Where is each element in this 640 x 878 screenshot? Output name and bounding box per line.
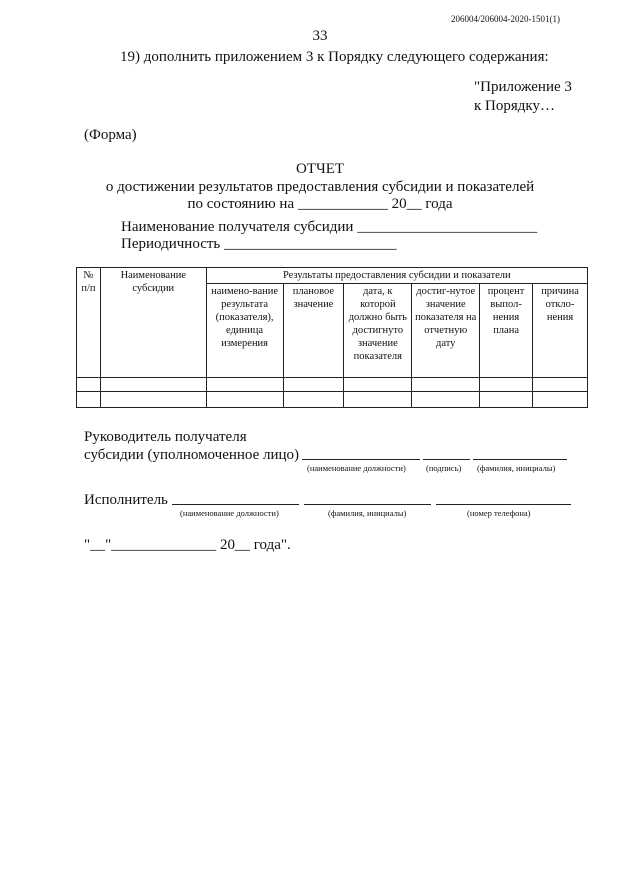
head-label-signature: (подпись) [426, 463, 462, 473]
document-code: 206004/206004-2020-1501(1) [451, 14, 560, 24]
col-deviation-reason: причина откло-нения [533, 284, 588, 378]
executor-label: Исполнитель [84, 492, 168, 508]
exec-name-line [304, 504, 431, 505]
appendix-line-1: "Приложение 3 [474, 79, 572, 95]
exec-position-line [172, 504, 299, 505]
exec-phone-line [436, 504, 571, 505]
lead-paragraph: 19) дополнить приложением 3 к Порядку следующего содержания: [120, 49, 549, 65]
head-position-line [302, 459, 420, 460]
head-line-2: субсидии (уполномоченное лицо) [84, 447, 300, 463]
exec-label-phone: (номер телефона) [467, 508, 531, 518]
col-planned-value: плановое значение [283, 284, 344, 378]
head-name-line [473, 459, 567, 460]
table-row [77, 378, 588, 392]
head-signature-line [423, 459, 470, 460]
subtitle-line-1: о достижении результатов предоставления субсидии и показателей [105, 179, 535, 195]
form-label: (Форма) [84, 127, 137, 143]
head-line-1: Руководитель получателя [84, 429, 247, 445]
page-number: 33 [312, 28, 328, 44]
results-group-header: Результаты предоставления субсидии и показатели [206, 268, 587, 284]
exec-label-position: (наименование должности) [180, 508, 279, 518]
appendix-line-2: к Порядку… [474, 98, 555, 114]
exec-label-name: (фамилия, инициалы) [328, 508, 407, 518]
period-field: Периодичность _______________________ [121, 236, 397, 252]
head-label-position: (наименование должности) [307, 463, 406, 473]
subtitle-line-2: по состоянию на ____________ 20__ года [187, 196, 453, 212]
appendix-reference [474, 78, 572, 116]
col-achieved-value: достиг-нутое значение показателя на отчетную дату [412, 284, 480, 378]
table-row [77, 392, 588, 408]
date-line: "__"______________ 20__ года". [84, 537, 291, 553]
report-subtitle [0, 179, 640, 213]
col-number-header: № п/п [77, 268, 101, 378]
col-result-name: наимено-вание результата (показателя), единица измерения [206, 284, 283, 378]
recipient-field: Наименование получателя субсидии ________________________ [121, 219, 538, 235]
col-completion-percent: процент выпол-нения плана [480, 284, 533, 378]
col-subsidy-header: Наименование субсидии [100, 268, 206, 378]
head-label-name: (фамилия, инициалы) [477, 463, 556, 473]
report-table [76, 267, 588, 408]
report-title: ОТЧЕТ [295, 161, 345, 177]
col-target-date: дата, к которой должно быть достигнуто значение показателя [344, 284, 412, 378]
